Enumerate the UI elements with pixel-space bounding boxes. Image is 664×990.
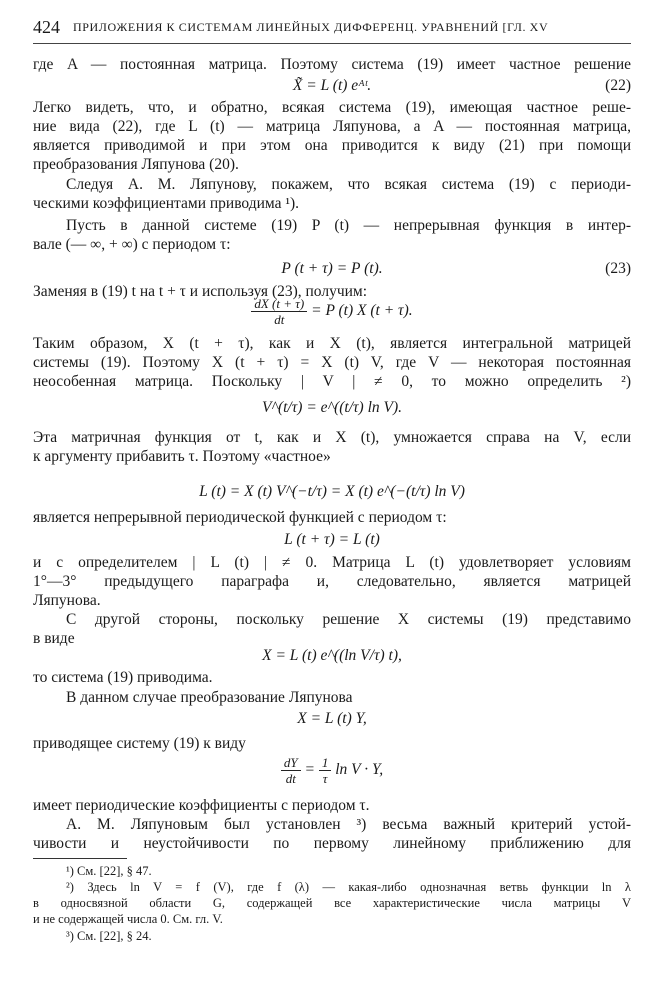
paragraph-line: является приводимой и при этом она приводится к виду (21) при помощи	[33, 137, 631, 154]
footnote-2-line: в односвязной области G, содержащей все характеристические числа матрицы V	[33, 896, 631, 910]
paragraph-line: где A — постоянная матрица. Поэтому система (19) имеет частное решение	[33, 56, 631, 73]
equation-23	[33, 259, 631, 278]
denominator: τ	[322, 770, 328, 786]
footnote-1: ¹) См. [22], § 47.	[66, 864, 152, 878]
denominator: dt	[285, 770, 296, 786]
running-title: ПРИЛОЖЕНИЯ К СИСТЕМАМ ЛИНЕЙНЫХ ДИФФЕРЕНЦ. УРАВНЕНИЙ [ГЛ. XV	[73, 20, 549, 34]
paragraph-line: 1°—3° предыдущего параграфа и, следовательно, является матрицей	[33, 573, 631, 590]
equation-periodic: L (t + τ) = L (t)	[284, 531, 380, 548]
equation-number: (22)	[605, 77, 631, 94]
paragraph-line: А. М. Ляпуновым был установлен ³) весьма важный критерий устой-	[66, 816, 631, 833]
paragraph-line: Ляпунова.	[33, 592, 101, 609]
equation-quotient: L (t) = X (t) V^(−t/τ) = X (t) e^(−(t/τ) ln V)	[199, 483, 465, 500]
paragraph-line: Пусть в данной системе (19) P (t) — непрерывная функция в интер-	[66, 217, 631, 234]
paragraph-line: к аргументу прибавить τ. Поэтому «частное»	[33, 448, 331, 465]
equation-solution: X = L (t) e^((ln V/τ) t),	[262, 647, 402, 664]
equation-text: ln V · Y,	[335, 761, 384, 778]
equation-text: = P (t) X (t + τ).	[311, 302, 413, 319]
equation-v-power: V^(t/τ) = e^((t/τ) ln V).	[261, 399, 403, 416]
paragraph-line: преобразования Ляпунова (20).	[33, 156, 239, 173]
denominator: dt	[274, 311, 285, 327]
fraction	[281, 755, 301, 786]
paragraph-line: и с определителем | L (t) | ≠ 0. Матрица L (t) удовлетворяет условиям	[33, 554, 631, 571]
paragraph-line: является непрерывной периодической функцией с периодом τ:	[33, 509, 447, 526]
fraction	[319, 755, 332, 786]
equation-text: X̃ = L (t) eᴬᵗ.	[292, 77, 372, 94]
page-number: 424	[33, 17, 60, 37]
numerator: dX (t + τ)	[251, 296, 307, 312]
header-rule	[33, 43, 631, 44]
equation-text: P (t + τ) = P (t).	[281, 260, 383, 277]
paragraph-line: системы (19). Поэтому X (t + τ) = X (t) V, где V — некоторая постоянная	[33, 354, 631, 371]
equation-22	[33, 76, 631, 95]
equals-sign: =	[304, 761, 315, 778]
equation-transform: X = L (t) Y,	[297, 710, 367, 727]
footnote-2-line: ²) Здесь ln V = f (V), где f (λ) — какая-либо однозначная ветвь функции ln λ	[66, 880, 631, 894]
paragraph-line: ческими коэффициентами приводима ¹).	[33, 195, 300, 212]
paragraph-line: Следуя А. М. Ляпунову, покажем, что всякая система (19) с периоди-	[66, 176, 631, 193]
paragraph-line: Легко видеть, что, и обратно, всякая система (19), имеющая частное реше-	[33, 99, 631, 116]
equation-derivative	[33, 293, 631, 329]
paragraph-line: в виде	[33, 630, 75, 647]
paragraph-line: неособенная матрица. Поскольку | V | ≠ 0, то можно определить ²)	[33, 373, 631, 390]
equation-number: (23)	[605, 260, 631, 277]
equation-reduced	[33, 752, 631, 788]
paragraph-line: приводящее систему (19) к виду	[33, 735, 246, 752]
paragraph-line: С другой стороны, поскольку решение X системы (19) представимо	[66, 611, 631, 628]
page-header	[33, 17, 633, 41]
numerator: dY	[281, 755, 301, 771]
paragraph-line: чивости и неустойчивости по первому линейному приближению для	[33, 835, 631, 852]
paragraph-line: вале (— ∞, + ∞) с периодом τ:	[33, 236, 231, 253]
numerator: 1	[319, 755, 332, 771]
paragraph-line: Заменяя в (19) t на t + τ и используя (23), получим:	[33, 283, 368, 300]
fraction	[251, 296, 307, 327]
paragraph-line: Таким образом, X (t + τ), как и X (t), является интегральной матрицей	[33, 335, 631, 352]
footnote-2-line: и не содержащей числа 0. См. гл. V.	[33, 912, 223, 926]
footnote-rule	[33, 858, 127, 859]
paragraph-line: Эта матричная функция от t, как и X (t), умножается справа на V, если	[33, 429, 631, 446]
footnote-3: ³) См. [22], § 24.	[66, 929, 152, 943]
paragraph-line: имеет периодические коэффициенты с периодом τ.	[33, 797, 370, 814]
paragraph-line: ние вида (22), где L (t) — матрица Ляпунова, а A — постоянная матрица,	[33, 118, 631, 135]
paragraph-line: то система (19) приводима.	[33, 669, 213, 686]
paragraph-line: В данном случае преобразование Ляпунова	[66, 689, 353, 706]
